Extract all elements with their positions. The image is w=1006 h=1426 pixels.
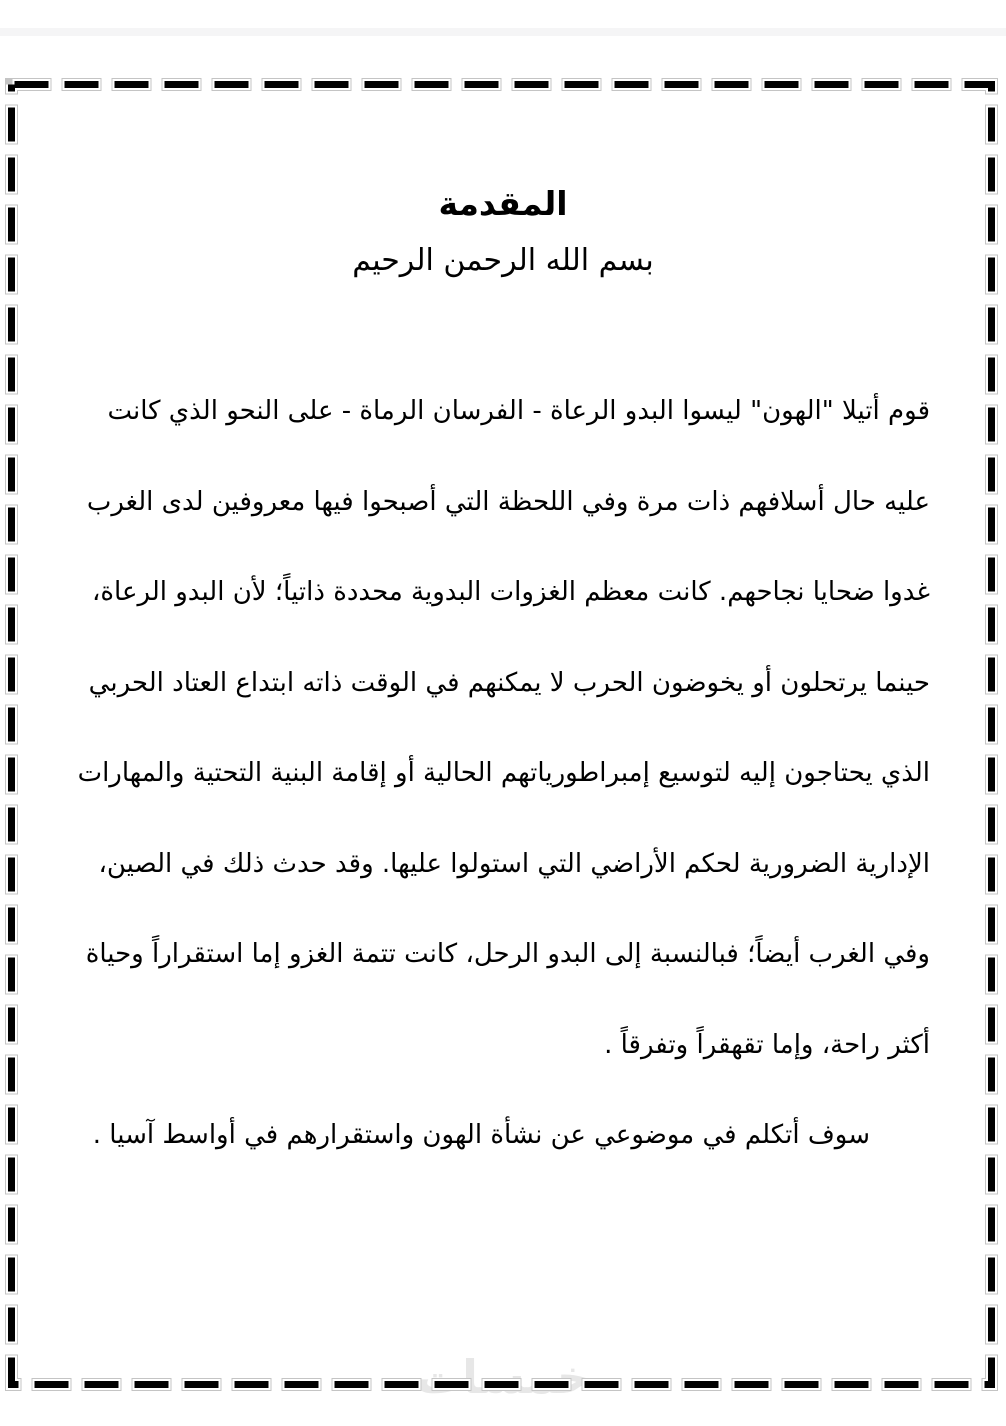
- closing-line: سوف أتكلم في موضوعي عن نشأة الهون واستقرارهم في أواسط آسيا .: [92, 1120, 870, 1150]
- body-line: غدوا ضحايا نجاحهم. كانت معظم الغزوات البدوية محددة ذاتياً؛ لأن البدو الرعاة،: [92, 577, 930, 607]
- body-line: عليه حال أسلافهم ذات مرة وفي اللحظة التي أصبحوا فيها معروفين لدى الغرب: [86, 486, 930, 517]
- body-line: أكثر راحة، وإما تقهقراً وتفرقاً .: [604, 1029, 930, 1060]
- page-title: المقدمة: [438, 184, 568, 223]
- body-line: وفي الغرب أيضاً؛ فبالنسبة إلى البدو الرحل، كانت تتمة الغزو إما استقراراً وحياة: [85, 939, 930, 969]
- body-line: الذي يحتاجون إليه لتوسيع إمبراطورياتهم الحالية أو إقامة البنية التحتية والمهارات: [77, 758, 930, 788]
- body-line: حينما يرتحلون أو يخوضون الحرب لا يمكنهم في الوقت ذاته ابتداع العتاد الحربي: [88, 667, 930, 698]
- khamsat-watermark: خمسات: [415, 1350, 591, 1404]
- body-paragraphs: [40, 366, 930, 1181]
- body-line: قوم أتيلا "الهون" ليسوا البدو الرعاة - الفرسان الرماة - على النحو الذي كانت: [107, 396, 930, 426]
- body-line: الإدارية الضرورية لحكم الأراضي التي استولوا عليها. وقد حدث ذلك في الصين،: [98, 848, 930, 879]
- basmala-line: بسم الله الرحمن الرحيم: [352, 243, 654, 278]
